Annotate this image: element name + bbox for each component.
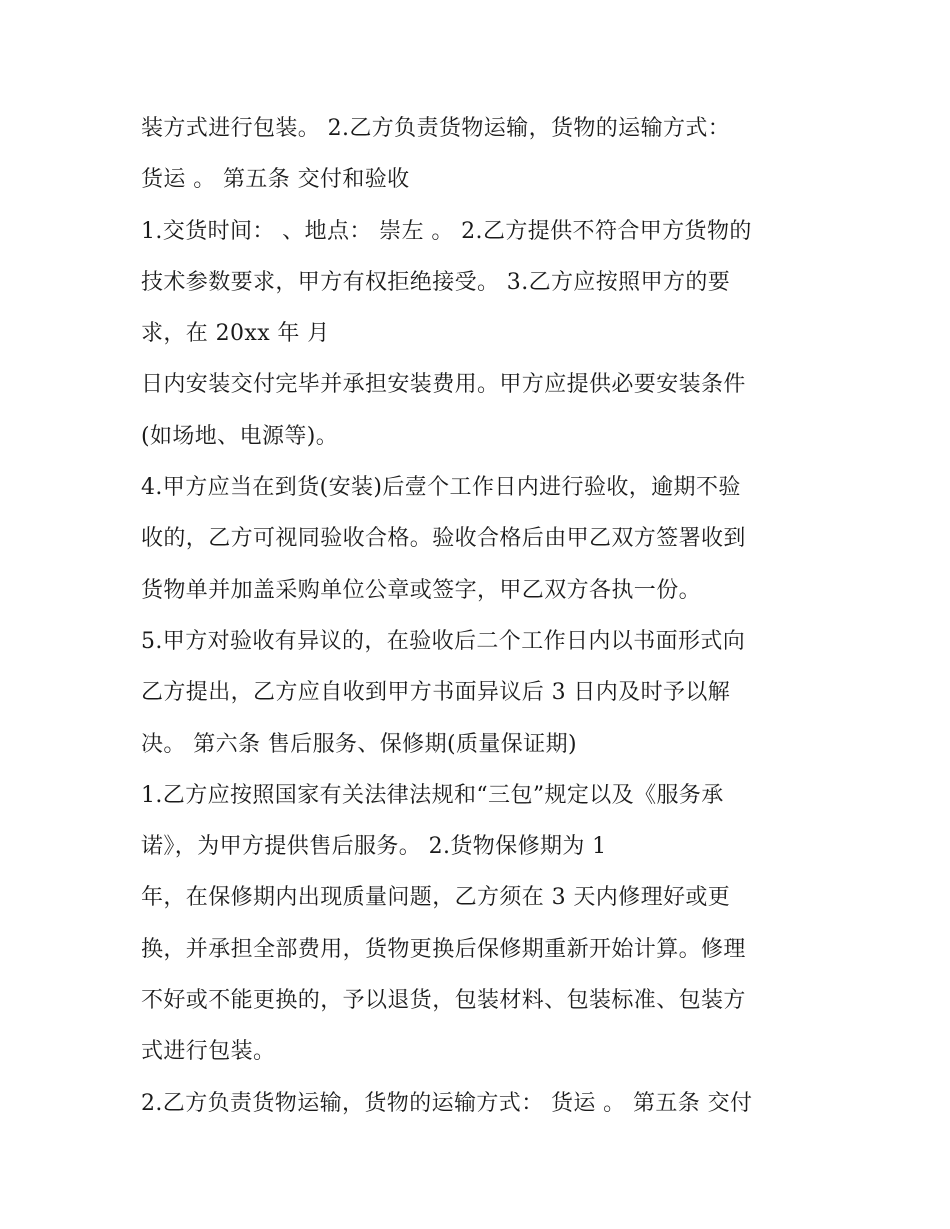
- text-line: 乙方提出，乙方应自收到甲方书面异议后 3 日内及时予以解: [141, 680, 731, 706]
- text-line: 5.甲方对验收有异议的，在验收后二个工作日内以书面形式向: [141, 628, 746, 654]
- text-line: 货运 。 第五条 交付和验收: [141, 167, 410, 193]
- contract-text: [141, 103, 821, 1129]
- text-line: 不好或不能更换的，予以退货，包装材料、包装标准、包装方: [141, 988, 746, 1014]
- text-line: 装方式进行包装。 2.乙方负责货物运输，货物的运输方式：: [141, 116, 731, 141]
- text-line: 4.甲方应当在到货(安装)后壹个工作日内进行验收，逾期不验: [141, 475, 741, 501]
- text-line: 2.乙方负责货物运输，货物的运输方式： 货运 。 第五条 交付: [141, 1090, 753, 1116]
- text-line: (如场地、电源等)。: [141, 423, 339, 449]
- text-line: 技术参数要求，甲方有权拒绝接受。 3.乙方应按照甲方的要: [141, 269, 731, 295]
- text-line: 式进行包装。: [141, 1039, 276, 1065]
- text-line: 货物单并加盖采购单位公章或签字，甲乙双方各执一份。: [141, 577, 702, 603]
- text-line: 1.交货时间： 、地点： 崇左 。 2.乙方提供不符合甲方货物的: [141, 218, 752, 244]
- text-line: 换，并承担全部费用，货物更换后保修期重新开始计算。修理: [141, 936, 746, 962]
- text-line: 收的，乙方可视同验收合格。验收合格后由甲乙双方签署收到: [141, 526, 746, 552]
- text-line: 诺》，为甲方提供售后服务。 2.货物保修期为 1: [141, 834, 607, 860]
- text-line: 1.乙方应按照国家有关法律法规和“三包”规定以及《服务承: [141, 782, 724, 808]
- text-line: 求，在 20xx 年 月: [141, 321, 330, 347]
- text-line: 日内安装交付完毕并承担安装费用。甲方应提供必要安装条件: [141, 372, 746, 398]
- text-line: 决。 第六条 售后服务、保修期(质量保证期): [141, 731, 577, 757]
- text-line: 年，在保修期内出现质量问题，乙方须在 3 天内修理好或更: [141, 885, 731, 911]
